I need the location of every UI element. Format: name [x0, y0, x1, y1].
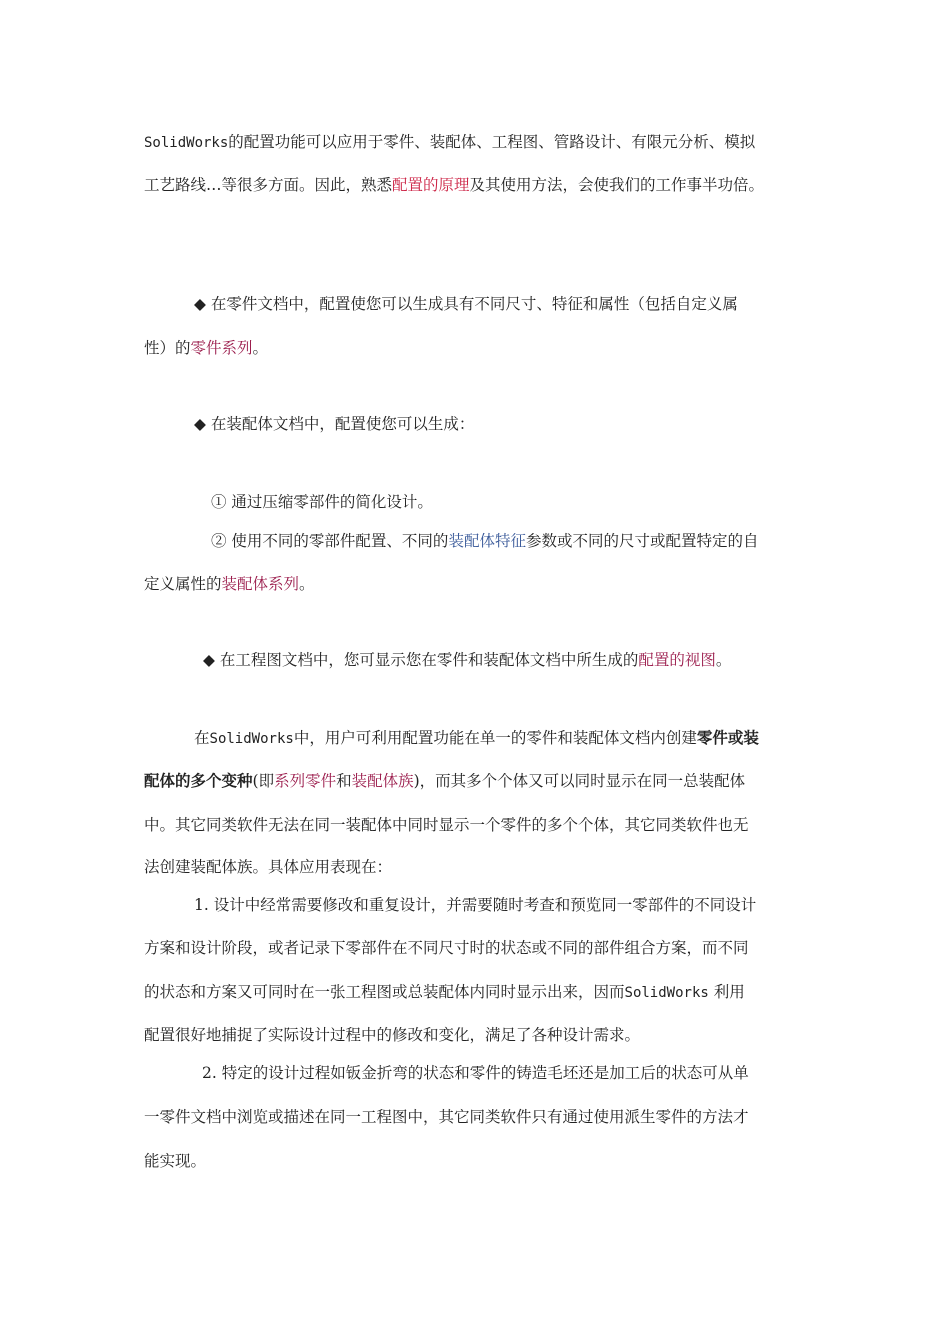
part-bullet-text: 性）的 [144, 339, 191, 357]
drawing-bullet-text: ◆ 在工程图文档中，您可显示您在零件和装配体文档中所生成的 [203, 651, 639, 669]
point-1-text: 的状态和方案又可同时在一张工程图或总装配体内同时显示出来，因而 [144, 983, 625, 1001]
part-bullet-line-1 [194, 294, 738, 314]
para-text: 法创建装配体族。具体应用表现在： [144, 858, 393, 876]
assembly-feature-link[interactable]: 装配体特征 [448, 532, 526, 550]
assembly-item-2 [211, 531, 758, 551]
para-bold-text: 零件或装 [696, 728, 759, 747]
point-2-line-2 [144, 1107, 749, 1127]
para-text: 中，用户可利用配置功能在单一的零件和装配体文档内创建 [293, 729, 697, 747]
assembly-bullet-text: ◆ 在装配体文档中，配置使您可以生成： [194, 415, 475, 433]
point-1-line-1 [194, 895, 756, 915]
point-1-line-2 [144, 938, 749, 958]
intro-line-1 [144, 132, 755, 153]
assembly-bullet-line [194, 414, 474, 434]
assembly-item-text: ② 使用不同的零部件配置、不同的 [211, 532, 449, 550]
point-2-text: 2. 特定的设计过程如钣金折弯的状态和零件的铸造毛坯还是加工后的状态可从单 [202, 1064, 749, 1082]
part-family-link[interactable]: 零件系列 [190, 339, 253, 357]
assembly-item-1 [211, 492, 433, 512]
para-text: 在 [194, 729, 210, 747]
para-line-2 [144, 771, 745, 791]
part-bullet-text: 。 [252, 339, 269, 357]
software-name: SolidWorks [144, 135, 229, 151]
assembly-item-text: 定义属性的 [144, 575, 222, 593]
config-principle-link[interactable]: 配置的原理 [392, 176, 470, 194]
intro-text: 及其使用方法，会使我们的工作事半功倍。 [469, 176, 765, 194]
para-bold-text: 配体的多个变种 [144, 771, 253, 790]
intro-line-2 [144, 175, 764, 195]
para-text: (即 [252, 772, 275, 790]
drawing-bullet-line [203, 650, 731, 670]
para-line-1 [194, 728, 759, 749]
intro-text: 工艺路线…等很多方面。因此，熟悉 [144, 176, 393, 194]
assembly-item-2-line-2 [144, 574, 315, 594]
point-1-line-3 [144, 982, 745, 1003]
point-2-line-1 [202, 1063, 749, 1083]
software-name: SolidWorks [209, 731, 294, 747]
part-bullet-line-2 [144, 338, 268, 358]
part-bullet-text: ◆ 在零件文档中，配置使您可以生成具有不同尺寸、特征和属性（包括自定义属 [194, 295, 738, 313]
point-1-text: 方案和设计阶段，或者记录下零部件在不同尺寸时的状态或不同的部件组合方案，而不同 [144, 939, 749, 957]
software-name: SolidWorks [624, 985, 709, 1001]
para-line-3 [144, 815, 749, 835]
assembly-item-text: 参数或不同的尺寸或配置特定的自 [525, 532, 759, 550]
config-view-link[interactable]: 配置的视图 [638, 651, 716, 669]
assembly-family-link[interactable]: 装配体系列 [221, 575, 300, 593]
intro-text: 的配置功能可以应用于零件、装配体、工程图、管路设计、有限元分析、模拟 [228, 133, 756, 151]
part-series-link[interactable]: 系列零件 [274, 772, 337, 790]
para-text: 中。其它同类软件无法在同一装配体中同时显示一个零件的多个个体，其它同类软件也无 [144, 816, 749, 834]
point-2-text: 一零件文档中浏览或描述在同一工程图中，其它同类软件只有通过使用派生零件的方法才 [144, 1108, 749, 1126]
point-1-line-4 [144, 1025, 640, 1045]
point-1-text: 利用 [708, 983, 745, 1001]
point-1-text: 配置很好地捕捉了实际设计过程中的修改和变化，满足了各种设计需求。 [144, 1026, 641, 1044]
point-2-text: 能实现。 [144, 1152, 207, 1170]
assembly-series-link[interactable]: 装配体族 [351, 772, 414, 790]
para-text: 和 [336, 772, 352, 790]
drawing-bullet-text: 。 [715, 651, 732, 669]
assembly-item-text: 。 [299, 575, 315, 593]
point-1-text: 1. 设计中经常需要修改和重复设计，并需要随时考查和预览同一零部件的不同设计 [194, 896, 757, 914]
para-text: )，而其多个个体又可以同时显示在同一总装配体 [413, 772, 746, 790]
para-line-4 [144, 857, 392, 877]
assembly-item-text: ① 通过压缩零部件的简化设计。 [211, 493, 433, 511]
point-2-line-3 [144, 1151, 206, 1171]
